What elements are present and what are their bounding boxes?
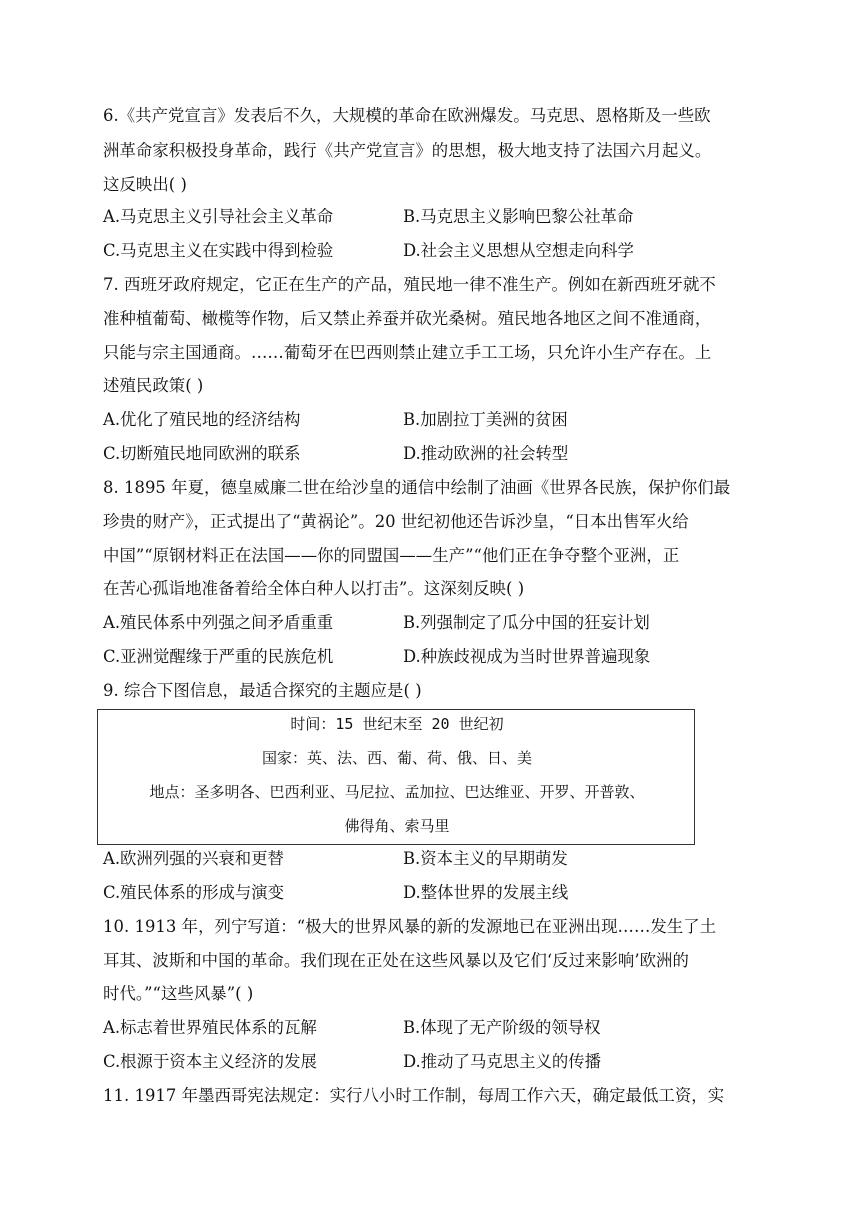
- q8-stem-line-3: 中国”“原钢材料正在法国——你的同盟国——生产”“他们正在争夺整个亚洲，正: [103, 546, 680, 565]
- q9-option-c: C.殖民体系的形成与演变: [103, 883, 285, 902]
- q6-stem-line-1: 6.《共产党宣言》发表后不久，大规模的革命在欧洲爆发。马克思、恩格斯及一些欧: [103, 106, 711, 125]
- q7-option-a: A.优化了殖民地的经济结构: [103, 410, 301, 429]
- q8-option-b: B.列强制定了瓜分中国的狂妄计划: [403, 613, 650, 632]
- q6-option-d: D.社会主义思想从空想走向科学: [403, 241, 634, 260]
- q7-stem-line-4: 述殖民政策( ): [103, 376, 204, 395]
- q9-box-countries: 国家：英、法、西、葡、荷、俄、日、美: [261, 749, 532, 767]
- q6-option-a: A.马克思主义引导社会主义革命: [103, 207, 334, 226]
- q7-stem-line-1: 7. 西班牙政府规定，它正在生产的产品，殖民地一律不准生产。例如在新西班牙就不: [103, 275, 716, 294]
- q7-stem-line-2: 准种植葡萄、橄榄等作物，后又禁止养蚕并砍光桑树。殖民地各地区之间不准通商，: [103, 309, 712, 328]
- q10-option-a: A.标志着世界殖民体系的瓦解: [103, 1018, 317, 1037]
- q8-option-d: D.种族歧视成为当时世界普遍现象: [403, 647, 651, 666]
- q8-stem-line-4: 在苦心孤诣地准备着给全体白种人以打击”。这深刻反映( ): [103, 579, 525, 598]
- q9-box-places: 地点：圣多明各、巴西利亚、马尼拉、孟加拉、巴达维亚、开罗、开普敦、: [149, 783, 645, 801]
- q10-option-b: B.体现了无产阶级的领导权: [403, 1018, 601, 1037]
- q8-option-c: C.亚洲觉醒缘于严重的民族危机: [103, 647, 334, 666]
- q7-option-b: B.加剧拉丁美洲的贫困: [403, 410, 568, 429]
- q9-box-time: 时间：15 世纪末至 20 世纪初: [290, 715, 504, 733]
- q9-info-box: [97, 709, 695, 845]
- q9-option-b: B.资本主义的早期萌发: [403, 849, 568, 868]
- q6-stem-line-2: 洲革命家积极投身革命，践行《共产党宣言》的思想，极大地支持了法国六月起义。: [103, 141, 712, 160]
- q10-option-c: C.根源于资本主义经济的发展: [103, 1052, 317, 1071]
- q6-option-c: C.马克思主义在实践中得到检验: [103, 241, 334, 260]
- q10-stem-line-3: 时代。”“这些风暴”( ): [103, 984, 254, 1003]
- q9-stem-line-1: 9. 综合下图信息，最适合探究的主题应是( ): [103, 681, 422, 700]
- q6-option-b: B.马克思主义影响巴黎公社革命: [403, 207, 634, 226]
- q9-option-a: A.欧洲列强的兴衰和更替: [103, 849, 284, 868]
- q7-option-d: D.推动欧洲的社会转型: [403, 444, 569, 463]
- q6-stem-line-3: 这反映出( ): [103, 175, 187, 194]
- q8-stem-line-1: 8. 1895 年夏，德皇威廉二世在给沙皇的通信中绘制了油画《世界各民族，保护你们最: [103, 478, 731, 497]
- q10-stem-line-2: 耳其、波斯和中国的革命。我们现在正处在这些风暴以及它们‘反过来影响’欧洲的: [103, 951, 689, 970]
- q10-stem-line-1: 10. 1913 年，列宁写道：“极大的世界风暴的新的发源地已在亚洲出现……发生了土: [103, 917, 717, 936]
- q7-option-c: C.切断殖民地同欧洲的联系: [103, 444, 301, 463]
- q9-option-d: D.整体世界的发展主线: [403, 883, 569, 902]
- q8-option-a: A.殖民体系中列强之间矛盾重重: [103, 613, 334, 632]
- q7-stem-line-3: 只能与宗主国通商。……葡萄牙在巴西则禁止建立手工工场，只允许小生产存在。上: [103, 343, 712, 362]
- q8-stem-line-2: 珍贵的财产》，正式提出了“黄祸论”。20 世纪初他还告诉沙皇，“日本出售军火给: [103, 512, 689, 531]
- q11-stem-line-1: 11. 1917 年墨西哥宪法规定：实行八小时工作制，每周工作六天，确定最低工资，实: [103, 1086, 725, 1105]
- q10-option-d: D.推动了马克思主义的传播: [403, 1052, 602, 1071]
- q9-box-places-cont: 佛得角、索马里: [344, 817, 450, 835]
